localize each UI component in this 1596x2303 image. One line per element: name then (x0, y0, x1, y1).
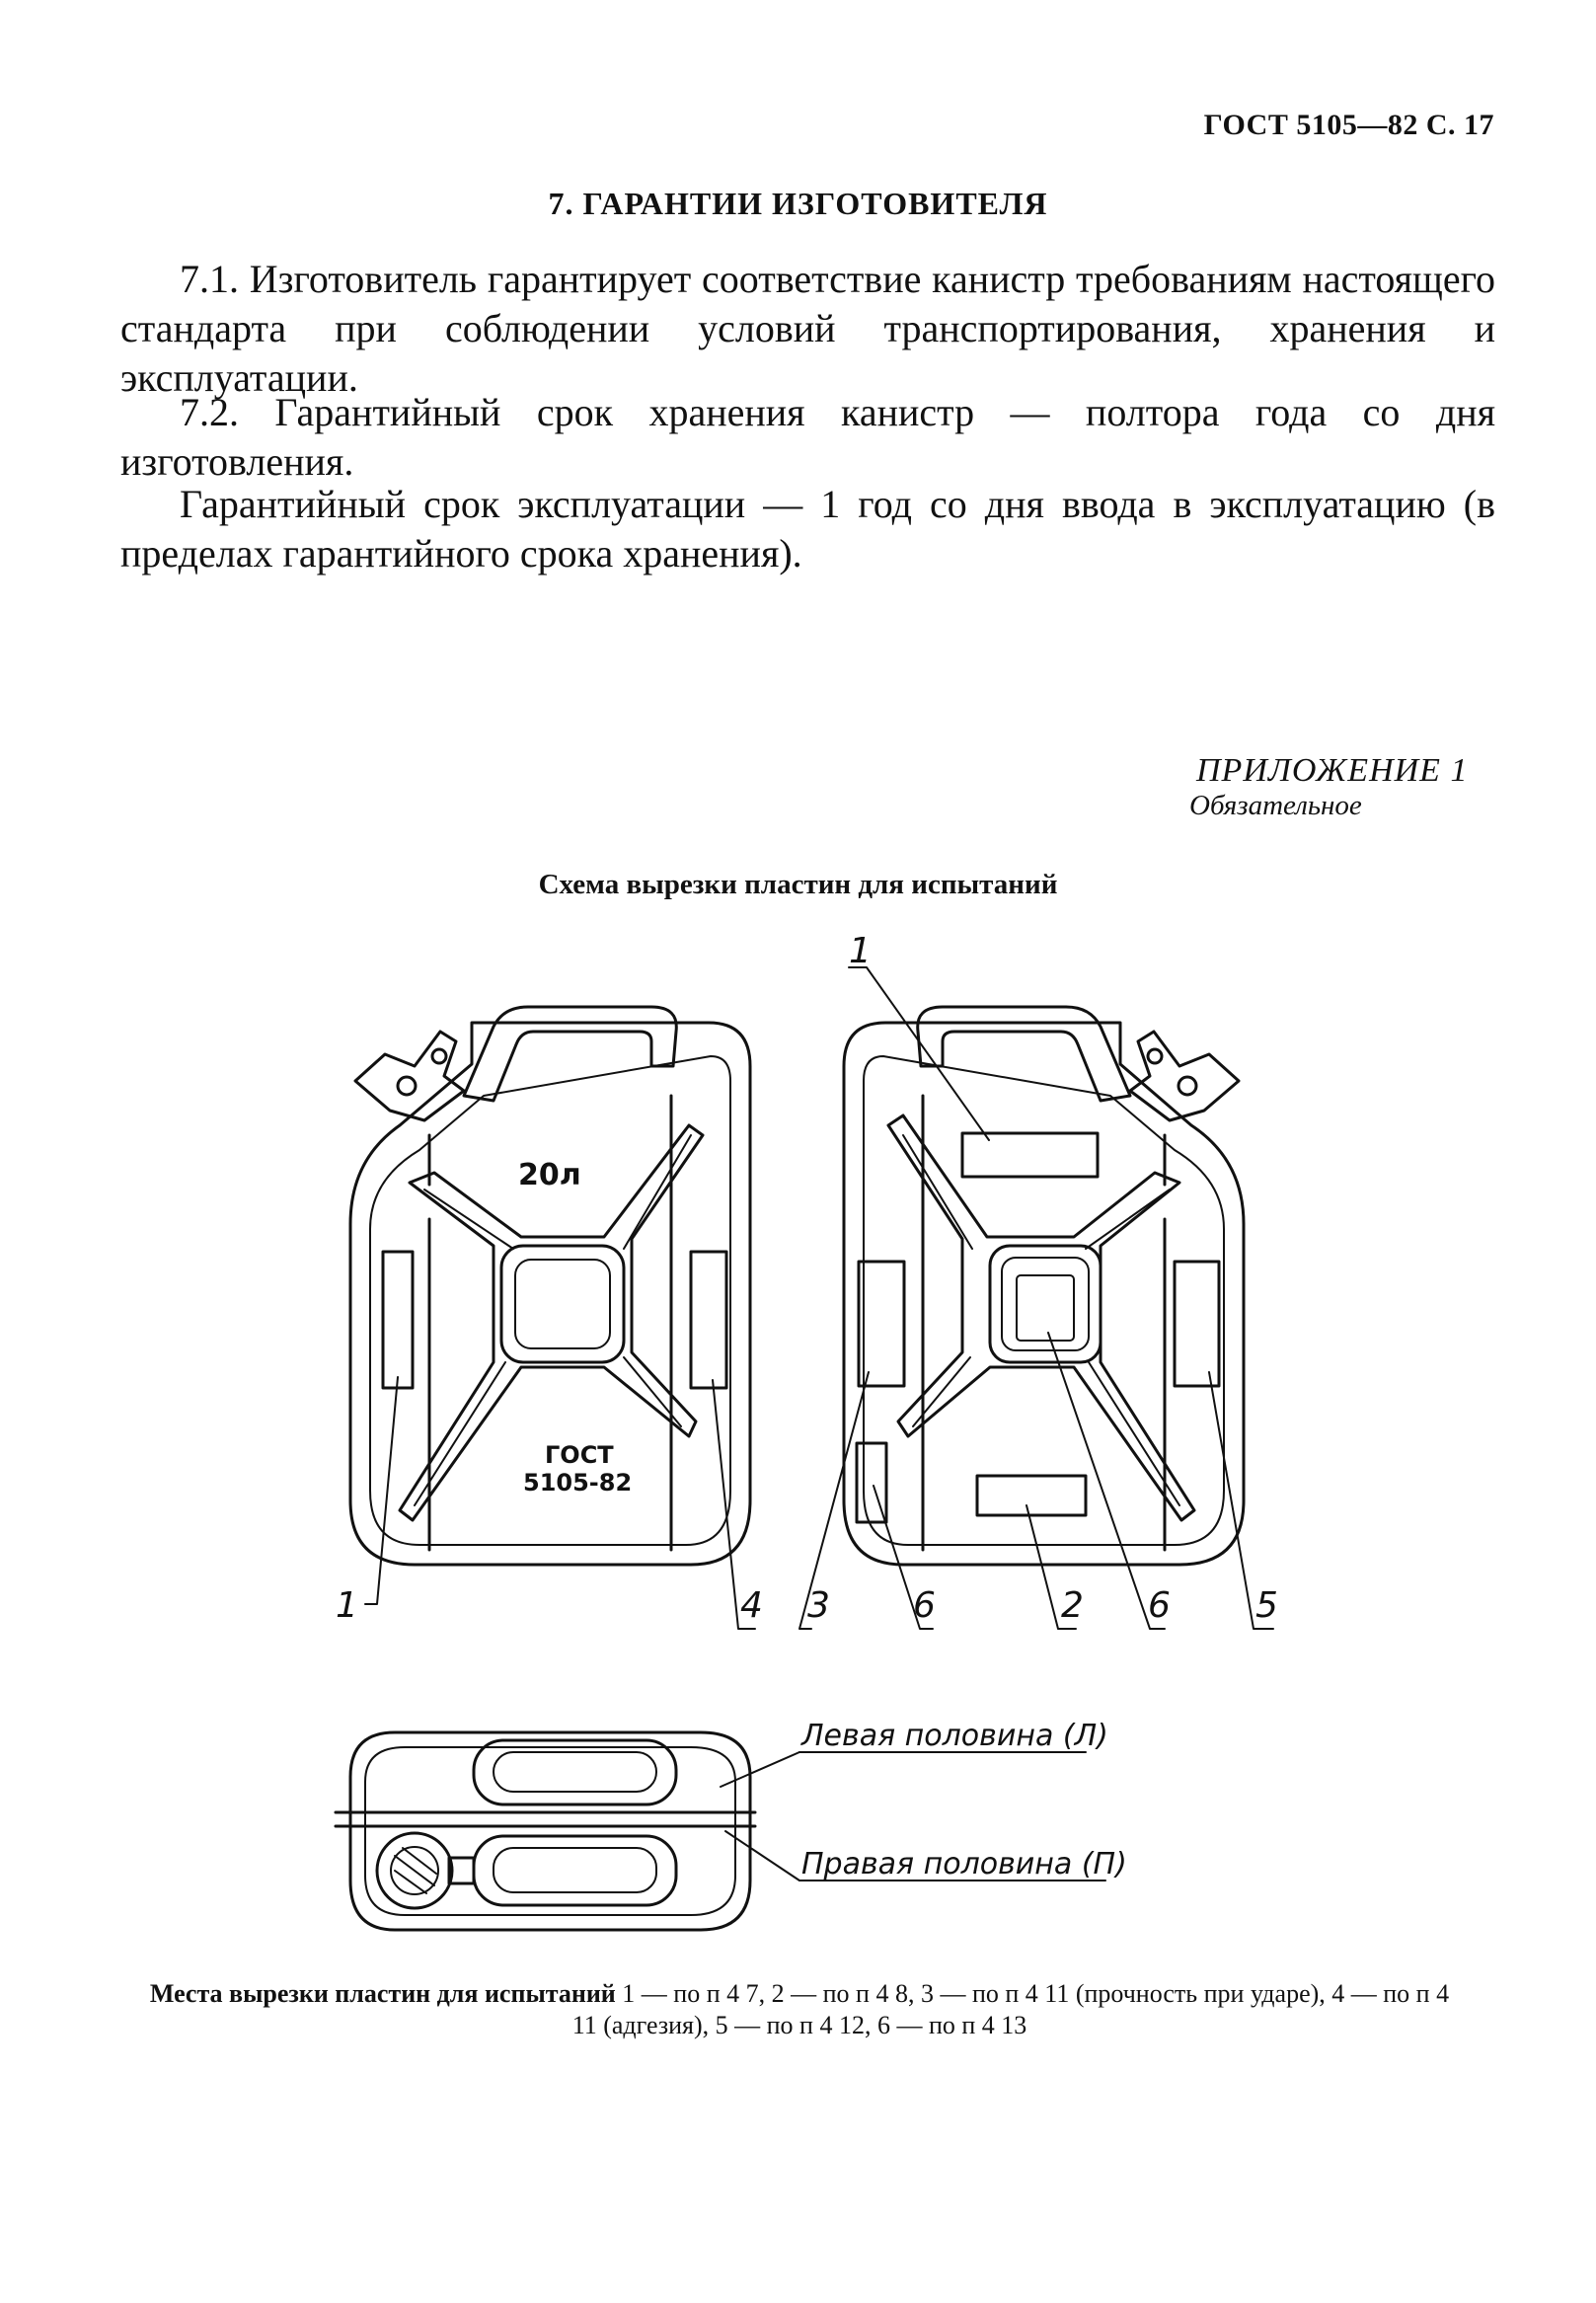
front-cap-pin (432, 1049, 446, 1063)
label-right-half: Правая половина (П) (801, 1847, 1127, 1881)
back-center-recess-mid (1002, 1258, 1089, 1350)
cut-area-1-back (962, 1133, 1098, 1177)
front-handle (464, 1007, 676, 1101)
caption-lead: Места вырезки пластин для испытаний (149, 1979, 616, 2008)
paragraph-text: Гарантийный срок эксплуатации — 1 год со дня ввода в эксплуатацию (в пределах гарантийного срока хранения). (120, 482, 1495, 576)
callout-back-2: 2 (1061, 1585, 1084, 1626)
front-center-recess-inner (515, 1260, 610, 1348)
callout-back-3: 3 (807, 1585, 830, 1626)
cut-area-3-back (859, 1262, 904, 1386)
scheme-title: Схема вырезки пластин для испытаний (538, 869, 1058, 900)
section-title: 7. ГАРАНТИИ ИЗГОТОВИТЕЛЯ (548, 186, 1048, 221)
front-cap-pin (398, 1077, 416, 1095)
front-marking-gost: ГОСТ (545, 1441, 614, 1469)
callout-back-5: 5 (1255, 1585, 1278, 1626)
canister-back-view (799, 931, 1278, 1629)
back-center-recess (990, 1246, 1101, 1362)
back-cap-pin (1178, 1077, 1196, 1095)
back-cap-pin (1148, 1049, 1162, 1063)
callout-front-1: 1 (336, 1585, 358, 1626)
leader-left-half (721, 1752, 799, 1787)
callout-top-1: 1 (849, 931, 872, 971)
canister-front-view (336, 1007, 763, 1629)
back-center-cut-6 (1017, 1275, 1074, 1341)
canister-top-view (336, 1719, 1127, 1930)
top-recess-right-half-inner (494, 1848, 656, 1892)
figure-caption (138, 1978, 1461, 2041)
top-view-outline (350, 1732, 750, 1930)
paragraph-text: 7.2. Гарантийный срок хранения канистр — полтора года со дня изготовления. (120, 390, 1495, 484)
back-handle (918, 1007, 1130, 1101)
cut-area-1-front (383, 1252, 413, 1388)
cut-area-5-back (1175, 1262, 1219, 1386)
cut-area-2-back (977, 1476, 1086, 1515)
callout-back-6: 6 (913, 1585, 936, 1626)
leader-right-half (725, 1831, 799, 1881)
front-marking-volume: 20л (518, 1158, 581, 1192)
label-left-half: Левая половина (Л) (801, 1719, 1108, 1753)
caption-items: 1 — по п 4 7, 2 — по п 4 8, 3 — по п 4 11 (прочность при ударе), 4 — по п 4 11 (адгезия), 5 — по п 4 12, 6 — по п 4 13 (571, 1979, 1450, 2039)
top-recess-right-half (474, 1836, 676, 1905)
page-header: ГОСТ 5105—82 С. 17 (1203, 109, 1494, 141)
top-cap-hatch (395, 1848, 436, 1893)
leader-back-6b (1048, 1333, 1165, 1629)
front-marking-gost-number: 5105-82 (523, 1469, 633, 1497)
top-recess-left-half (474, 1740, 676, 1804)
top-recess-left-half-inner (494, 1752, 656, 1792)
callout-back-6: 6 (1148, 1585, 1171, 1626)
callout-front-4: 4 (740, 1585, 763, 1626)
cut-area-4-front (691, 1252, 726, 1388)
paragraph-text: 7.1. Изготовитель гарантирует соответствие канистр требованиям настоящего стандарта при соблюдении условий транспортирования, хранения и эксплуатации. (120, 257, 1495, 400)
appendix-title: ПРИЛОЖЕНИЕ 1 (1196, 752, 1469, 789)
back-x-rib-inner (903, 1135, 1179, 1505)
appendix-status: Обязательное (1189, 790, 1362, 821)
